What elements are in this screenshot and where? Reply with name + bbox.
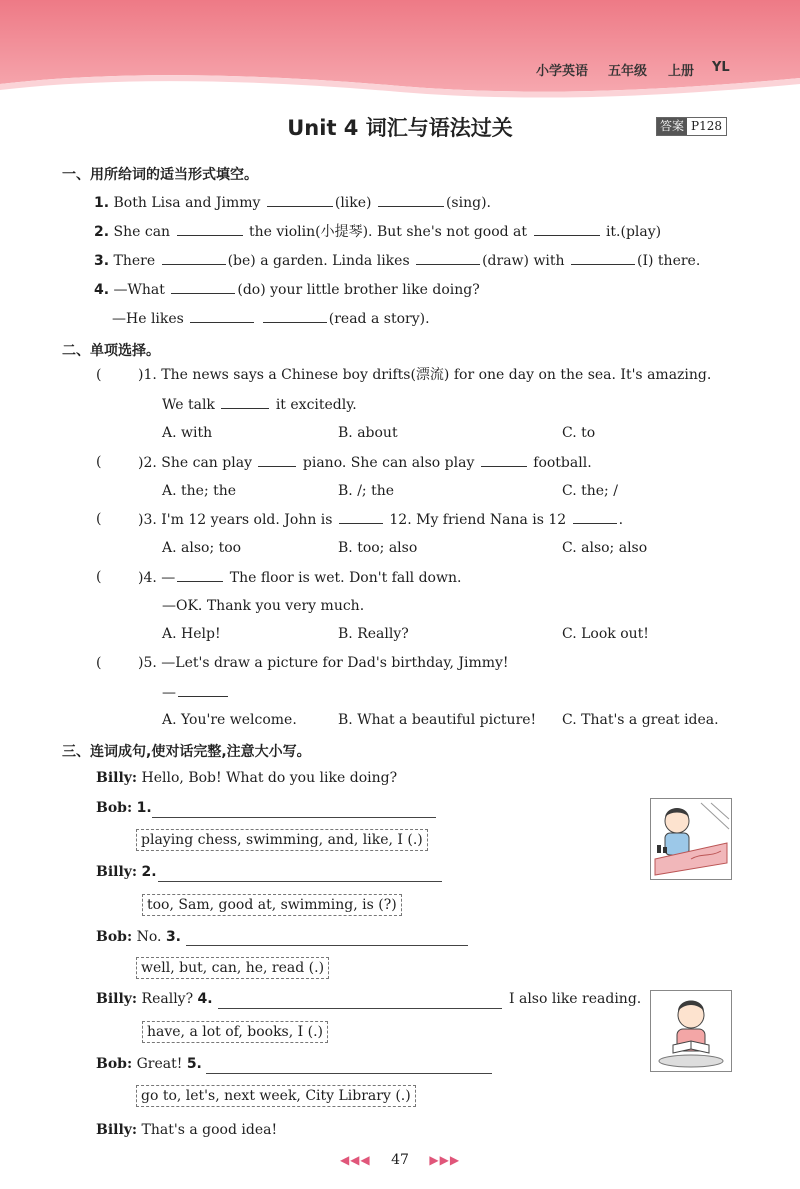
s2-q2-b: piano. She can also play bbox=[302, 455, 475, 471]
s1-q3 bbox=[94, 250, 700, 271]
s2-q2-num: )2. bbox=[138, 455, 157, 471]
s2-q5-option-a[interactable]: A. You're welcome. bbox=[162, 712, 297, 728]
answer-label: 答案 bbox=[657, 118, 687, 135]
s1-q3-b: (be) a garden. Linda likes bbox=[227, 253, 410, 269]
speaker-bob: Bob: bbox=[96, 1056, 133, 1072]
header-band bbox=[0, 0, 800, 110]
s1-q4-a: —What bbox=[113, 282, 165, 298]
s3-l4-post: I also like reading. bbox=[509, 991, 642, 1007]
s2-q3-c: . bbox=[618, 512, 624, 528]
word-box-2: too, Sam, good at, swimming, is (?) bbox=[142, 894, 402, 916]
header-subject: 小学英语 bbox=[536, 64, 589, 79]
s1-q4-b: (do) your little brother like doing? bbox=[237, 282, 480, 298]
answer-tag bbox=[656, 117, 727, 136]
s2-q2-option-c[interactable]: C. the; / bbox=[562, 483, 618, 499]
s1-q3-d: (I) there. bbox=[637, 253, 701, 269]
s1-q1-num: 1. bbox=[94, 195, 110, 211]
section3-heading: 三、连词成句,使对话完整,注意大小写。 bbox=[62, 744, 311, 760]
s2-q4-option-b[interactable]: B. Really? bbox=[338, 626, 409, 642]
s3-line1 bbox=[96, 798, 152, 818]
header-volume: 上册 bbox=[668, 64, 695, 79]
s2-q1-paren[interactable]: ( bbox=[96, 367, 102, 383]
s3-l1-num: 1. bbox=[136, 800, 152, 816]
word-box-1: playing chess, swimming, and, like, I (.) bbox=[136, 829, 428, 851]
s2-q4-num: )4. bbox=[138, 570, 157, 586]
blank[interactable] bbox=[481, 452, 527, 467]
blank[interactable] bbox=[573, 509, 617, 524]
s2-q5-option-b[interactable]: B. What a beautiful picture! bbox=[338, 712, 537, 728]
s2-q2 bbox=[138, 452, 592, 473]
header-edition: YL bbox=[712, 60, 730, 75]
s2-q1-stem: The news says a Chinese boy drifts(漂流) for one day on the sea. It's amazing. bbox=[161, 367, 712, 383]
speaker-billy: Billy: bbox=[96, 770, 138, 786]
s2-q4-option-a[interactable]: A. Help! bbox=[162, 626, 221, 642]
s2-q2-option-a[interactable]: A. the; the bbox=[162, 483, 237, 499]
blank[interactable] bbox=[339, 509, 383, 524]
chess-boy-illustration bbox=[650, 798, 732, 880]
s1-q3-c: (draw) with bbox=[482, 253, 565, 269]
s1-q4 bbox=[94, 279, 480, 300]
s1-q4-reply bbox=[112, 308, 430, 329]
s3-l3-pre: No. bbox=[136, 929, 162, 945]
s3-l3-num: 3. bbox=[165, 929, 181, 945]
word-box-5: go to, let's, next week, City Library (.) bbox=[136, 1085, 416, 1107]
s1-q2 bbox=[94, 221, 661, 242]
s2-q3-option-b[interactable]: B. too; also bbox=[338, 540, 418, 556]
s2-q3-b: 12. My friend Nana is 12 bbox=[389, 512, 567, 528]
prev-arrows-icon: ◀◀◀ bbox=[339, 1153, 371, 1167]
s3-l4-pre: Really? bbox=[141, 991, 194, 1007]
blank[interactable] bbox=[571, 250, 635, 265]
s2-q3-option-a[interactable]: A. also; too bbox=[162, 540, 242, 556]
s2-q3-a: I'm 12 years old. John is bbox=[161, 512, 333, 528]
s3-line3 bbox=[96, 927, 181, 947]
s2-q4-paren[interactable]: ( bbox=[96, 569, 102, 585]
s2-q2-paren[interactable]: ( bbox=[96, 454, 102, 470]
s3-line6 bbox=[96, 1120, 277, 1140]
s2-q1-num: )1. bbox=[138, 367, 157, 383]
s2-q4-c: —OK. Thank you very much. bbox=[162, 598, 365, 614]
blank[interactable] bbox=[162, 250, 226, 265]
blank[interactable] bbox=[171, 279, 235, 294]
s3-l6-text: That's a good idea! bbox=[141, 1122, 278, 1138]
blank[interactable] bbox=[263, 308, 327, 323]
answer-line-1[interactable] bbox=[152, 816, 436, 818]
next-arrows-icon: ▶▶▶ bbox=[429, 1153, 461, 1167]
blank[interactable] bbox=[221, 394, 269, 409]
s2-q3-option-c[interactable]: C. also; also bbox=[562, 540, 648, 556]
s2-q2-option-b[interactable]: B. /; the bbox=[338, 483, 394, 499]
reading-boy-illustration bbox=[650, 990, 732, 1072]
s2-q1-option-b[interactable]: B. about bbox=[338, 425, 398, 441]
s1-q3-num: 3. bbox=[94, 253, 110, 269]
s1-q2-c: it.(play) bbox=[605, 224, 662, 240]
s3-l5-pre: Great! bbox=[136, 1056, 183, 1072]
speaker-bob: Bob: bbox=[96, 800, 133, 816]
section1-heading: 一、用所给词的适当形式填空。 bbox=[62, 167, 258, 183]
s2-q4-b: The floor is wet. Don't fall down. bbox=[229, 570, 462, 586]
s3-line0 bbox=[96, 768, 397, 788]
s2-q3 bbox=[138, 509, 623, 530]
s1-q4-c: —He likes bbox=[112, 311, 184, 327]
speaker-billy: Billy: bbox=[96, 991, 138, 1007]
s1-q3-a: There bbox=[113, 253, 156, 269]
page-number: 47 bbox=[391, 1152, 409, 1168]
section2-heading: 二、单项选择。 bbox=[62, 343, 160, 359]
s3-line2 bbox=[96, 862, 157, 882]
s3-l5-num: 5. bbox=[186, 1056, 202, 1072]
s1-q4-num: 4. bbox=[94, 282, 110, 298]
blank[interactable] bbox=[267, 192, 333, 207]
s2-q4-option-c[interactable]: C. Look out! bbox=[562, 626, 649, 642]
s2-q1-stem2a: We talk bbox=[162, 397, 215, 413]
s1-q2-num: 2. bbox=[94, 224, 110, 240]
s2-q5-b: — bbox=[162, 685, 176, 701]
s1-q4-d: (read a story). bbox=[328, 311, 430, 327]
s2-q5-paren[interactable]: ( bbox=[96, 655, 102, 671]
s2-q5-reply bbox=[162, 682, 230, 703]
s2-q3-paren[interactable]: ( bbox=[96, 511, 102, 527]
s2-q1-stem2b: it excitedly. bbox=[275, 397, 357, 413]
s2-q1-option-c[interactable]: C. to bbox=[562, 425, 596, 441]
blank[interactable] bbox=[258, 452, 296, 467]
word-box-3: well, but, can, he, read (.) bbox=[136, 957, 329, 979]
s1-q2-a: She can bbox=[113, 224, 171, 240]
s2-q5-num: )5. bbox=[138, 655, 157, 671]
s3-l0-text: Hello, Bob! What do you like doing? bbox=[141, 770, 398, 786]
blank[interactable] bbox=[378, 192, 444, 207]
s2-q5-a: —Let's draw a picture for Dad's birthday, Jimmy! bbox=[161, 655, 509, 671]
header-grade: 五年级 bbox=[608, 64, 648, 79]
blank[interactable] bbox=[190, 308, 254, 323]
speaker-billy: Billy: bbox=[96, 864, 138, 880]
answer-page: P128 bbox=[691, 119, 722, 133]
s3-line5 bbox=[96, 1054, 202, 1074]
s2-q5-option-c[interactable]: C. That's a great idea. bbox=[562, 712, 719, 728]
answer-line-3[interactable] bbox=[186, 944, 468, 946]
word-box-4: have, a lot of, books, I (.) bbox=[142, 1021, 328, 1043]
blank[interactable] bbox=[534, 221, 600, 236]
s1-q1 bbox=[94, 192, 491, 213]
blank[interactable] bbox=[416, 250, 480, 265]
page-footer bbox=[0, 1152, 800, 1168]
speaker-billy: Billy: bbox=[96, 1122, 138, 1138]
answer-line-4[interactable] bbox=[218, 1007, 502, 1009]
blank[interactable] bbox=[178, 682, 228, 697]
s3-line4 bbox=[96, 989, 213, 1009]
s1-q1-a: Both Lisa and Jimmy bbox=[113, 195, 261, 211]
s2-q3-num: )3. bbox=[138, 512, 157, 528]
answer-line-2[interactable] bbox=[158, 880, 442, 882]
s3-l4-num: 4. bbox=[197, 991, 213, 1007]
s2-q4-a: — bbox=[161, 570, 176, 586]
s2-q4 bbox=[138, 567, 461, 588]
blank[interactable] bbox=[177, 221, 243, 236]
speaker-bob: Bob: bbox=[96, 929, 133, 945]
s1-q1-b: (like) bbox=[334, 195, 372, 211]
blank[interactable] bbox=[177, 567, 223, 582]
s2-q1 bbox=[138, 365, 711, 385]
s1-q2-b: the violin(小提琴). But she's not good at bbox=[248, 224, 528, 240]
s2-q2-a: She can play bbox=[161, 455, 252, 471]
s2-q1-line2 bbox=[162, 394, 357, 415]
s3-l2-num: 2. bbox=[141, 864, 157, 880]
s2-q5 bbox=[138, 653, 509, 673]
answer-line-5[interactable] bbox=[206, 1072, 492, 1074]
s1-q1-c: (sing). bbox=[445, 195, 491, 211]
s2-q1-option-a[interactable]: A. with bbox=[162, 425, 213, 441]
s2-q2-c: football. bbox=[533, 455, 592, 471]
page-title: Unit 4 词汇与语法过关 bbox=[287, 116, 513, 140]
